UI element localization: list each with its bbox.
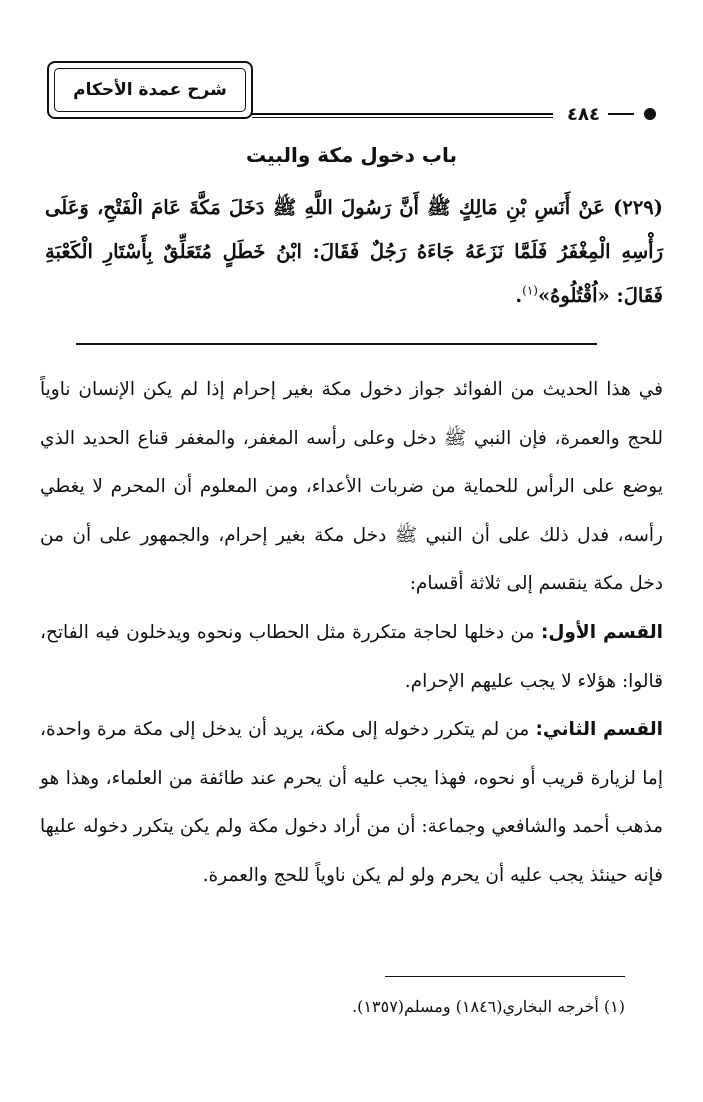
page-number-group — [553, 100, 656, 128]
book-title: شرح عمدة الأحكام — [54, 68, 246, 112]
hadith-number: (٢٢٩) — [613, 196, 663, 219]
commentary — [40, 366, 663, 901]
section-first-text: من دخلها لحاجة متكررة مثل الحطاب ونحوه ويدخلون فيه الفاتح، قالوا: هؤلاء لا يجب عليهم الإحرام. — [40, 621, 663, 692]
section-second-text: من لم يتكرر دخوله إلى مكة، يريد أن يدخل إلى مكة مرة واحدة، إما لزيارة قريب أو نحوه، فهذا يجب عليه أن يحرم عند طائفة من العلماء، وهذا هو مذهب أحمد والشافعي وجماعة: أن من أراد دخول مكة ولم يكن يتكرر دخوله عليها فإنه حينئذ يجب عليه أن يحرم ولو لم يكن ناوياً للحج والعمرة. — [40, 719, 664, 886]
hadith-text: عَنْ أَنَسِ بْنِ مَالِكٍ ﷺ أَنَّ رَسُولَ اللَّهِ ﷺ دَخَلَ مَكَّةَ عَامَ الْفَتْحِ، وَعَلَى رَأْسِهِ الْمِغْفَرُ فَلَمَّا نَزَعَهُ جَاءَهُ رَجُلٌ فَقَالَ: ابْنُ خَطَلٍ مُتَعَلِّقٌ بِأَسْتَارِ الْكَعْبَةِ فَقَالَ: «اُقْتُلُوهُ» — [45, 196, 663, 307]
hadith-divider — [76, 343, 597, 345]
section-first — [40, 609, 663, 706]
chapter-title: باب دخول مكة والبيت — [245, 143, 457, 167]
footnote: (١) أخرجه البخاري(١٨٤٦) ومسلم(١٣٥٧). — [352, 997, 625, 1016]
page-number-dash — [608, 113, 634, 115]
section-second-lead: القسم الثاني: — [535, 719, 663, 741]
footnote-divider — [385, 976, 625, 977]
book-title-frame — [47, 61, 253, 119]
page-number: ٤٨٤ — [567, 103, 600, 125]
commentary-paragraph: في هذا الحديث من الفوائد جواز دخول مكة بغير إحرام إذا لم يكن الإنسان ناوياً للحج والعمرة، فإن النبي ﷺ دخل وعلى رأسه المغفر، والمغفر قناع الحديد الذي يوضع على الرأس للحماية من ضربات الأعداء، ومن المعلوم أن المحرم لا يغطي رأسه، فدل ذلك على أن النبي ﷺ دخل مكة بغير إحرام، والجمهور على أن من دخل مكة ينقسم إلى ثلاثة أقسام: — [40, 379, 663, 595]
section-second — [40, 706, 663, 900]
hadith-block — [45, 186, 663, 318]
footnote-marker[interactable]: (١) — [522, 283, 538, 298]
section-first-lead: القسم الأول: — [540, 621, 663, 643]
bullet-icon — [644, 108, 656, 120]
hadith-ending: . — [515, 284, 523, 307]
